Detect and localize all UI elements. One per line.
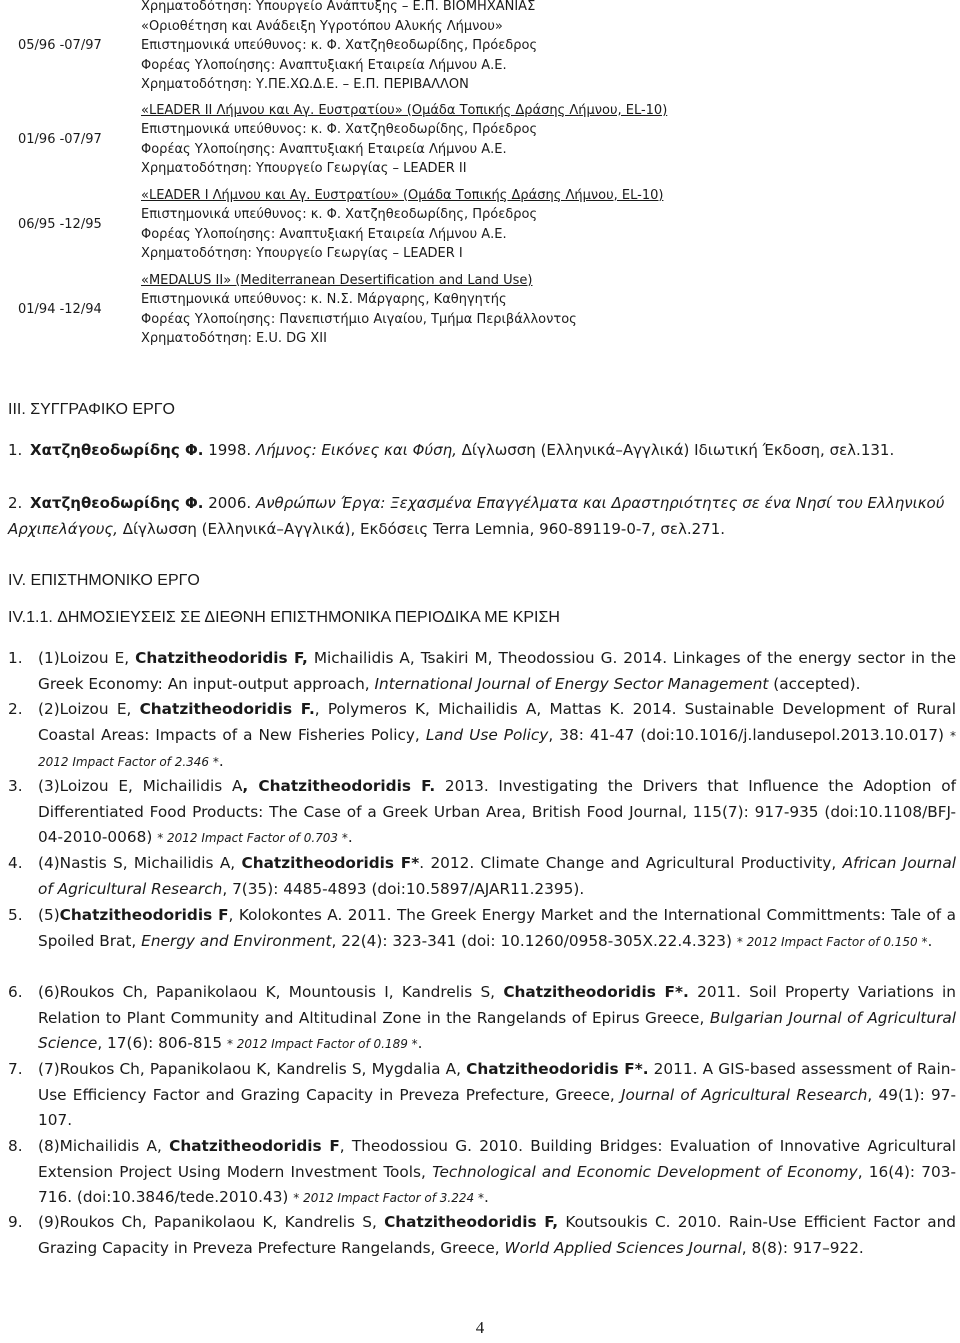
project-line: Φορέας Υλοποίησης: Αναπτυξιακή Εταιρεία Λήμνου Α.Ε. [141, 57, 507, 73]
book-author: Χατζηθεοδωρίδης Φ. [30, 494, 204, 512]
publication-text-segment: Koutsoukis C. 2010. Rain-Use Efficient Factor and Grazing Capacity in Preveza Prefecture Rangelands, Greece, [38, 1213, 956, 1257]
publication-text [38, 697, 956, 776]
publication-number: 4. [8, 854, 23, 872]
project-details [132, 0, 953, 95]
publication-text-segment: . 2012. Climate Change and Agricultural Productivity, [419, 854, 843, 872]
page-number: 4 [475, 1318, 485, 1337]
publication-text [38, 903, 956, 955]
publication-text [38, 774, 956, 852]
project-details [132, 186, 953, 264]
book-year: 2006. [203, 494, 256, 512]
project-line: Χρηματοδότηση: Υπουργείο Γεωργίας – LEADER II [141, 161, 467, 176]
project-line: Φορέας Υλοποίησης: Αναπτυξιακή Εταιρεία Λήμνου Α.Ε. [141, 226, 507, 242]
publication-number: 5. [8, 906, 23, 924]
publication-text-segment: , 17(6): 806-815 [97, 1034, 227, 1052]
publication-text-segment: , 38: 41-47 (doi:10.1016/j.landusepol.2013.10.017) [548, 725, 950, 744]
publication-text-segment: (7)Roukos Ch, Papanikolaou K, Kandrelis S, Mygdalia A, [38, 1060, 467, 1078]
publication-impact-factor: * 2012 Impact Factor of 0.150 * [736, 934, 928, 949]
publication-author-highlight: Chatzitheodoridis F. [139, 700, 315, 718]
project-line: Φορέας Υλοποίησης: Αναπτυξιακή Εταιρεία Λήμνου Α.Ε. [141, 141, 507, 157]
publication-entry [8, 646, 956, 697]
publication-text-segment: , 7(35): 4485-4893 (doi:10.5897/AJAR11.2395). [222, 879, 585, 898]
book-details: Δίγλωσση (Ελληνικά–Αγγλικά) Ιδιωτική Έκδοση, σελ.131. [456, 441, 895, 459]
publication-text-segment: , Theodossiou G. 2010. Building Bridges: Evaluation of Innovative Agricultural Extension Project Using Modern Investment Tools, [38, 1137, 957, 1181]
book-title: Λήμνος: Εικόνες και Φύση, [255, 441, 457, 459]
publication-number: 7. [8, 1060, 23, 1078]
publication-text-segment: 2013. Investigating the Drivers that Influence the Adoption of Differentiated Food Products: The Case of a Greek Urban Area, British Food Journal, 115(7): 917-935 (doi:10.1108/BFJ-04-2010-0068) [38, 777, 956, 846]
publication-author-highlight: Chatzitheodoridis F*. [466, 1060, 649, 1078]
publication-entry [8, 980, 956, 1058]
project-details [132, 271, 953, 349]
book-details: Δίγλωσση (Ελληνικά–Αγγλικά), Εκδόσεις Terra Lemnia, 960-89119-0-7, σελ.271. [117, 520, 726, 538]
project-line: Χρηματοδότηση: Υ.ΠΕ.ΧΩ.Δ.Ε. – Ε.Π. ΠΕΡΙΒΑΛΛΟΝ [141, 77, 469, 92]
project-row [8, 0, 953, 95]
publication-text-segment: (accepted). [768, 674, 861, 693]
book-number: 1. [8, 441, 23, 459]
project-row [8, 271, 953, 349]
project-date: 05/96 -07/97 [18, 38, 102, 54]
publication-author-highlight: Chatzitheodoridis F, [135, 649, 308, 667]
book-author: Χατζηθεοδωρίδης Φ. [30, 441, 204, 459]
publication-text-segment: (1)Loizou E, [38, 649, 136, 667]
publication-impact-factor: * 2012 Impact Factor of 0.189 * [226, 1037, 418, 1051]
publication-entry [8, 774, 956, 852]
publication-text-segment: . [927, 931, 933, 950]
publication-text-segment: . [483, 1188, 489, 1206]
publication-text-segment: 2011. Soil Property Variations in Relation to Plant Community and Altitudinal Zone in the Rangelands of Epirus Greece, [38, 983, 956, 1027]
publication-text-segment: Michailidis A, Tsakiri M, Theodossiou G. 2014. Linkages of the energy sector in the Greek Economy: An input-output approach, [38, 649, 957, 693]
publication-text-segment: (3)Loizou E, Michailidis A [38, 777, 243, 795]
publication-text-segment: . [347, 828, 353, 846]
publication-text-segment: . [417, 1034, 423, 1052]
project-line: Επιστημονικά υπεύθυνος: κ. Φ. Χατζηθεοδωρίδης, Πρόεδρος [141, 122, 538, 137]
publication-journal: Bulgarian Journal of Agricultural Science [38, 1008, 957, 1052]
publication-impact-factor: * 2012 Impact Factor of 3.224 * [293, 1191, 484, 1205]
project-line: Επιστημονικά υπεύθυνος: κ. Ν.Σ. Μάργαρης, Καθηγητής [141, 292, 507, 307]
publication-text-segment: , Polymeros K, Michailidis A, Mattas K. 2014. Sustainable Development of Rural Coastal Areas: Impacts of a New Fisheries Policy, [38, 700, 956, 744]
publication-journal: World Applied Sciences Journal [504, 1238, 742, 1257]
project-date: 01/94 -12/94 [18, 302, 102, 317]
publication-journal: Journal of Agricultural Research [620, 1085, 868, 1104]
publication-text-segment: , 8(8): 917–922. [741, 1238, 864, 1257]
book-number: 2. [8, 494, 23, 512]
project-title: «LEADER II Λήμνου και Αγ. Ευστρατίου» (Ομάδα Τοπικής Δράσης Λήμνου, EL-10) [141, 102, 668, 118]
publication-text-segment: (6)Roukos Ch, Papanikolaou K, Mountousis I, Kandrelis S, [38, 983, 504, 1001]
publication-text-segment: , 16(4): 703-716. (doi:10.3846/tede.2010.43) [38, 1162, 956, 1206]
project-line: «Οριοθέτηση και Ανάδειξη Υγροτόπου Αλυκής Λήμνου» [141, 18, 503, 34]
publication-author-highlight: Chatzitheodoridis F [169, 1137, 340, 1155]
project-date: 01/96 -07/97 [18, 132, 102, 147]
publication-number: 3. [8, 777, 23, 795]
project-title: «MEDALUS II» (Mediterranean Desertification and Land Use) [141, 272, 533, 288]
publication-text-segment: 2011. A GIS-based assessment of Rain-Use Efficiency Factor and Grazing Capacity in Preveza Prefecture, Greece, [38, 1060, 956, 1104]
project-row [8, 186, 953, 264]
publication-author-highlight: Chatzitheodoridis F* [241, 854, 420, 872]
publication-text-segment: (5) [38, 906, 60, 924]
publication-text-segment: , 22(4): 323-341 (doi: 10.1260/0958-305X.22.4.323) [331, 931, 737, 950]
publication-text [38, 646, 956, 697]
publication-entry [8, 903, 956, 955]
publication-entry [8, 1134, 956, 1212]
section-iv-heading: IV. ΕΠΙΣΤΗΜΟΝΙΚΟ ΕΡΓΟ [8, 572, 200, 589]
publication-journal: Energy and Environment [141, 931, 332, 950]
project-title: «LEADER I Λήμνου και Αγ. Ευστρατίου» (Ομάδα Τοπικής Δράσης Λήμνου, EL-10) [141, 187, 664, 203]
publication-text-segment: , Kolokontes A. 2011. The Greek Energy Market and the International Committments: Tale of a Spoiled Brat, [38, 906, 956, 950]
project-line: Χρηματοδότηση: Υπουργείο Γεωργίας – LEADER I [141, 246, 463, 261]
projects-table [8, 0, 953, 349]
publication-text-segment: (9)Roukos Ch, Papanikolaou K, Kandrelis S, [38, 1213, 385, 1231]
publication-author-highlight: Chatzitheodoridis F [59, 906, 229, 924]
book-title: Ανθρώπων Έργα: Ξεχασμένα Επαγγέλματα και Δραστηριότητες σε ένα Νησί του Ελληνικού Αρχιπελάγους, [8, 494, 945, 538]
publication-text-segment: . [218, 752, 224, 770]
publication-journal: Land Use Policy [425, 725, 549, 744]
project-line: Χρηματοδότηση: E.U. DG XII [141, 331, 327, 346]
project-line: Χρηματοδότηση: Υπουργείο Ανάπτυξης – Ε.Π. ΒΙΟΜΗΧΑΝΙΑΣ [141, 0, 536, 14]
publication-impact-factor: * 2012 Impact Factor of 2.346 * [38, 728, 956, 769]
section-iii-heading: III. ΣΥΓΓΡΑΦΙΚΟ ΕΡΓΟ [8, 401, 175, 418]
project-line: Επιστημονικά υπεύθυνος: κ. Φ. Χατζηθεοδωρίδης, Πρόεδρος [141, 207, 538, 222]
publication-number: 1. [8, 649, 23, 667]
publication-entry [8, 1210, 956, 1261]
publication-text [38, 1057, 956, 1134]
publication-text [38, 980, 956, 1058]
publication-text [38, 851, 956, 902]
publication-text-segment: (4)Nastis S, Michailidis A, [38, 854, 242, 872]
publication-text [38, 1210, 956, 1261]
publication-text [38, 1134, 956, 1212]
publication-impact-factor: * 2012 Impact Factor of 0.703 * [157, 831, 348, 845]
publication-author-highlight: , Chatzitheodoridis F. [242, 777, 436, 795]
book-year: 1998. [203, 441, 256, 459]
publication-number: 9. [8, 1213, 23, 1231]
book-entry [8, 437, 953, 463]
publication-text-segment: (2)Loizou E, [38, 700, 140, 718]
publication-number: 2. [8, 700, 23, 718]
publication-text-segment: , 49(1): 97-107. [38, 1085, 956, 1129]
publication-journal: International Journal of Energy Sector Management [374, 674, 769, 693]
project-details [132, 101, 953, 179]
publication-journal: Technological and Economic Development of Economy [432, 1162, 858, 1181]
section-iv-subheading: IV.1.1. ΔΗΜΟΣΙΕΥΣΕΙΣ ΣΕ ΔΙΕΘΝΗ ΕΠΙΣΤΗΜΟΝΙΚΑ ΠΕΡΙΟΔΙΚΑ ΜΕ ΚΡΙΣΗ [8, 609, 560, 626]
publication-entry [8, 1057, 956, 1134]
publication-author-highlight: Chatzitheodoridis F, [384, 1213, 559, 1231]
publication-number: 6. [8, 983, 23, 1001]
publication-entry [8, 697, 956, 776]
project-date: 06/95 -12/95 [18, 217, 102, 232]
project-line: Επιστημονικά υπεύθυνος: κ. Φ. Χατζηθεοδωρίδης, Πρόεδρος [141, 38, 538, 53]
publication-number: 8. [8, 1137, 23, 1155]
publication-author-highlight: Chatzitheodoridis F*. [503, 983, 689, 1001]
publication-text-segment: (8)Michailidis A, [38, 1137, 170, 1155]
publication-entry [8, 851, 956, 902]
book-entry [8, 490, 953, 542]
publication-journal: African Journal of Agricultural Research [38, 854, 956, 898]
project-line: Φορέας Υλοποίησης: Πανεπιστήμιο Αιγαίου, Τμήμα Περιβάλλοντος [141, 311, 577, 327]
project-row [8, 101, 953, 179]
